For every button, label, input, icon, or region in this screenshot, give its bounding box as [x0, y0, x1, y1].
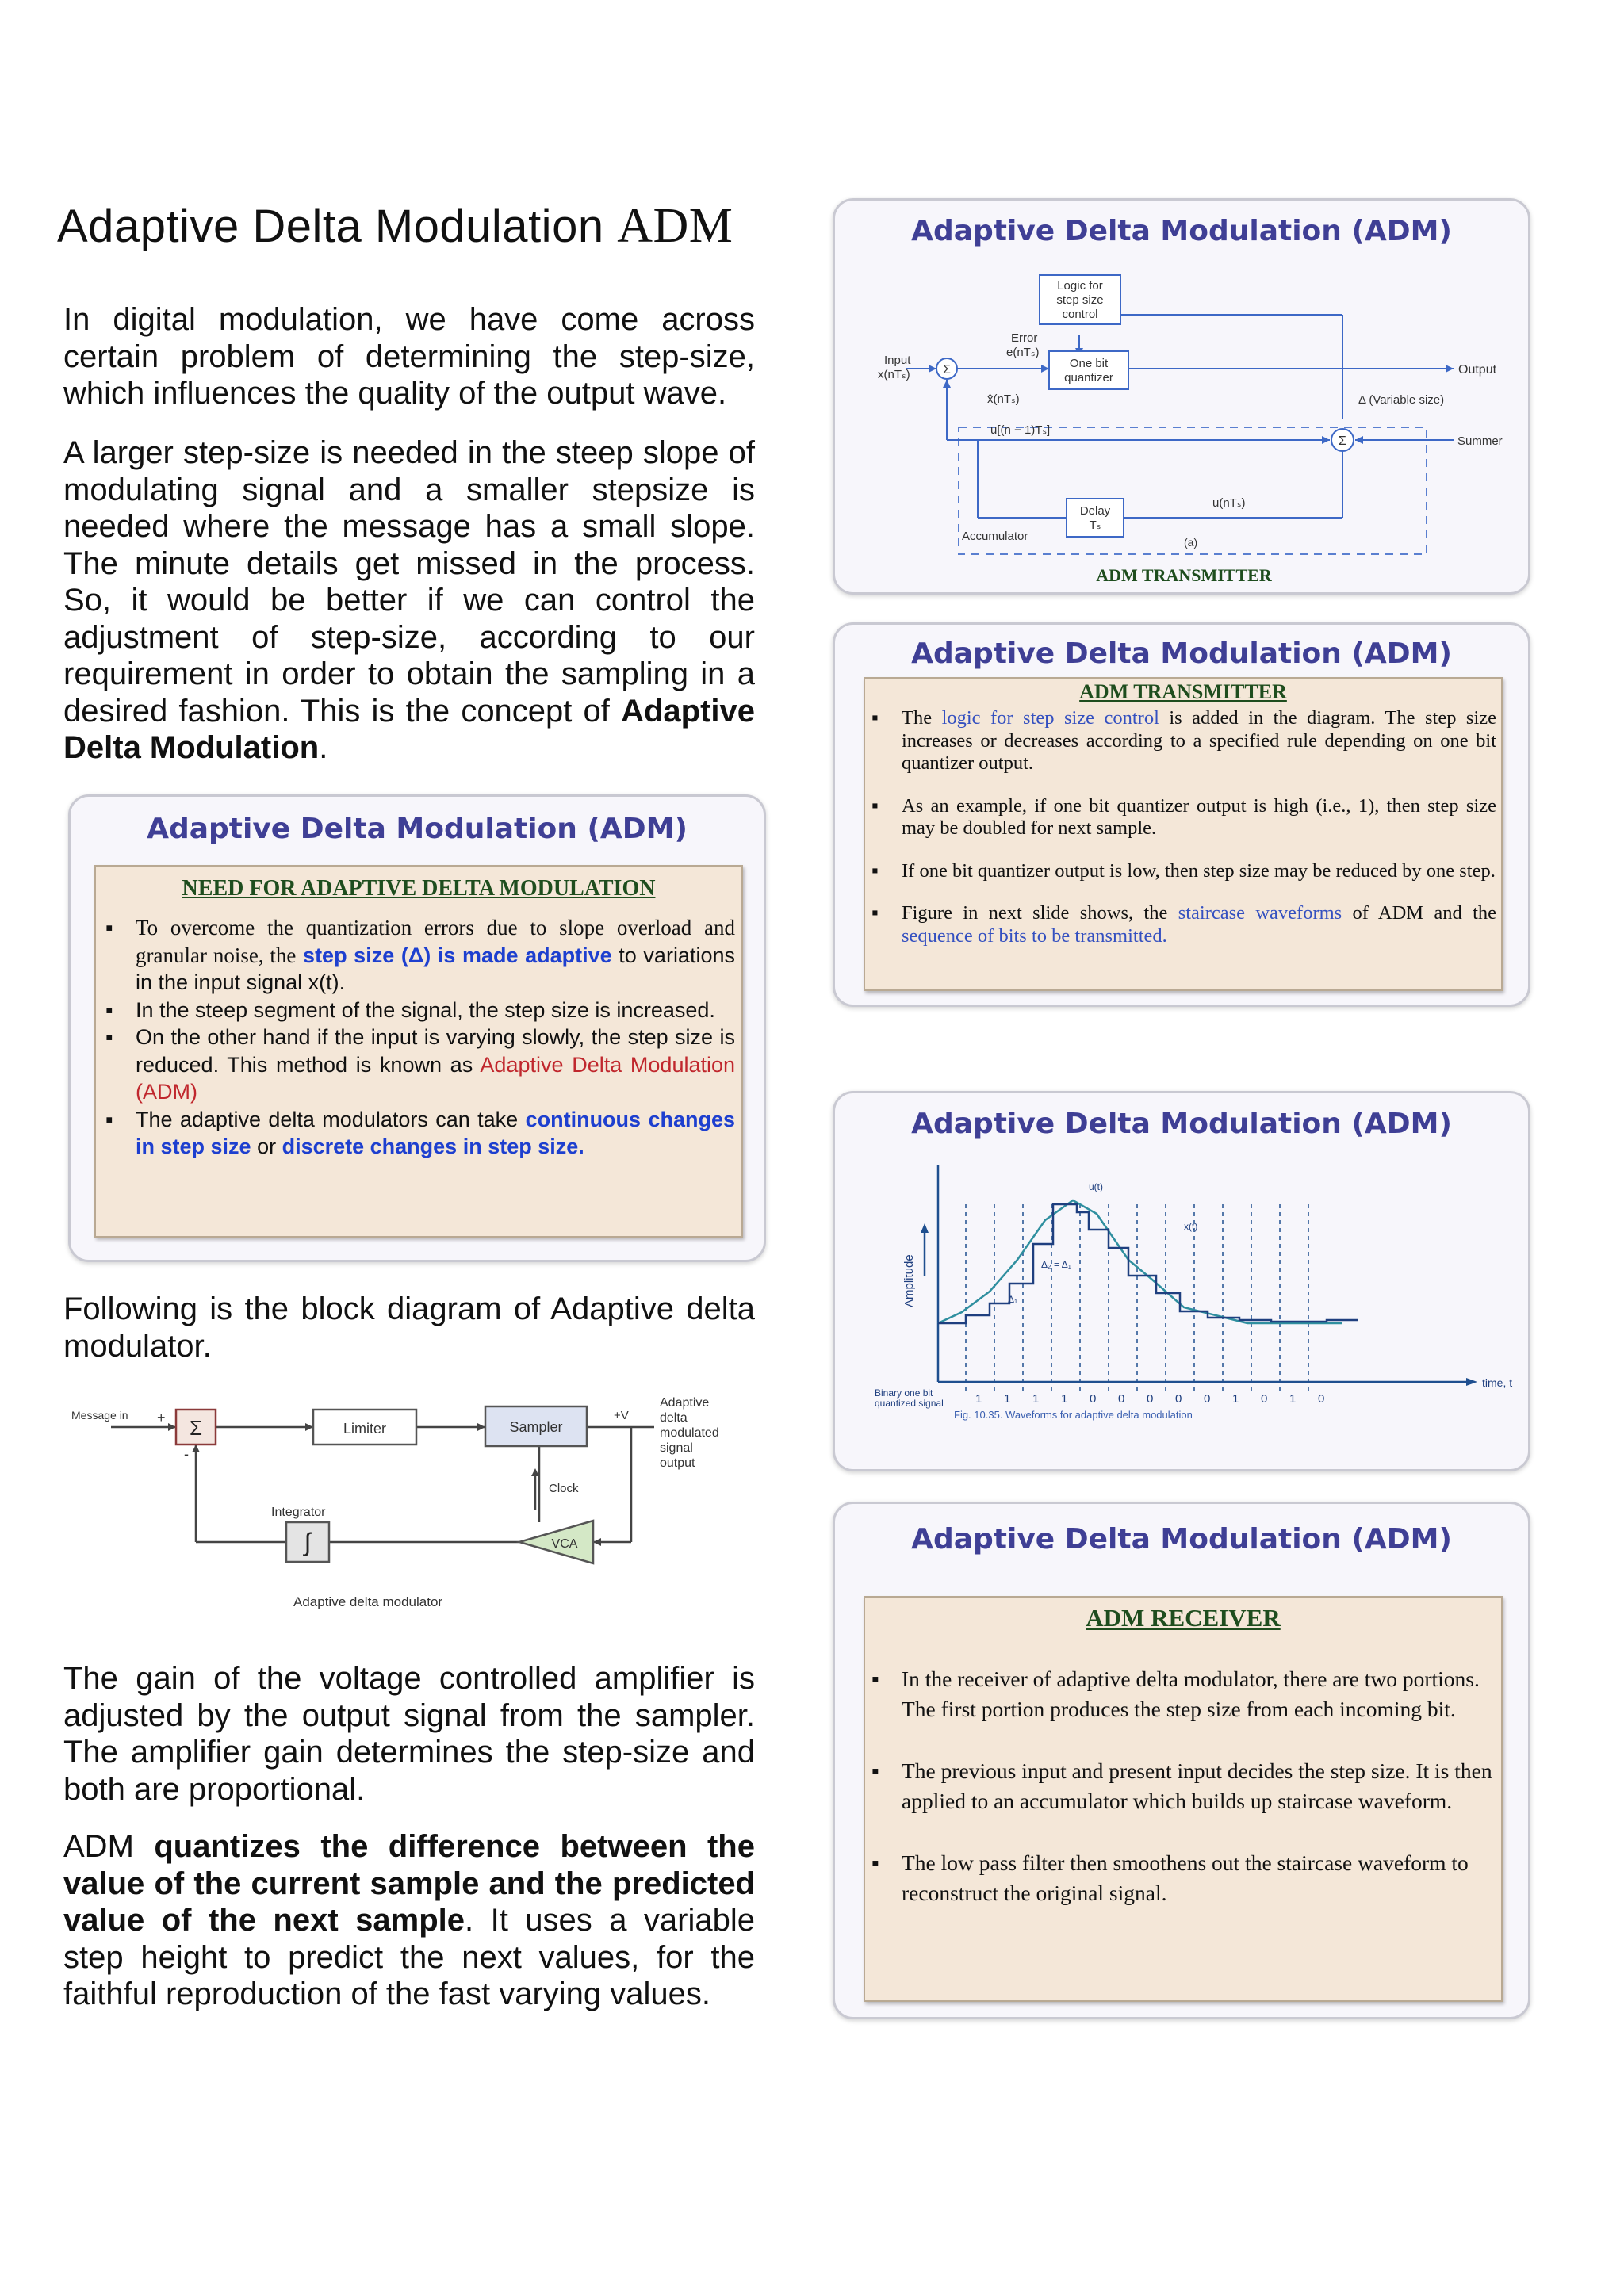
bd-output-1: Adaptive [660, 1396, 710, 1410]
adm-end: . It uses a variable step height to predict the next values, for the faithful reproduction of the fast varying values. [63, 1903, 756, 2011]
need-bullet-1: ▪ To overcome the quantization errors due to slope overload and granular noise, the step size (Δ) is made adaptive to variations in the input signal x(t). [101, 914, 735, 997]
wf-bit: 1 [1232, 1392, 1239, 1406]
adm-bold: quantizes the difference between the value of the current sample and the predicted value of the next sample [63, 1829, 755, 1938]
tx-logic-3: control [1062, 308, 1098, 321]
bd-limiter: Limiter [343, 1421, 387, 1437]
wf-bit: 0 [1318, 1392, 1325, 1406]
tx-error-1: Error [1011, 331, 1038, 345]
gain-paragraph: The gain of the voltage controlled amplifier is adjusted by the output signal from the sampler. The amplifier gain determines the step-size and both are proportional. [63, 1661, 755, 1807]
bd-output-5: output [660, 1456, 695, 1470]
bd-message-in: Message in [71, 1409, 128, 1422]
wf-delta1: Δ₁ [1008, 1294, 1018, 1305]
wf-bit: 1 [1289, 1392, 1297, 1406]
bd-integral: ∫ [304, 1528, 312, 1556]
tx-card [833, 198, 1530, 595]
tx-quant-1: One bit [1069, 357, 1109, 370]
tx-delay-1: Delay [1079, 504, 1111, 518]
bd-vca: VCA [551, 1537, 578, 1551]
tx-bullet-3: ▪ If one bit quantizer output is low, then step size may be reduced by one step. [867, 860, 1496, 883]
bd-minus: - [184, 1446, 189, 1462]
wf-caption: Fig. 10.35. Waveforms for adaptive delta modulation [954, 1409, 1193, 1421]
wf-bit: 0 [1090, 1392, 1097, 1406]
tx-input-1: Input [884, 354, 911, 367]
need-card-panel [94, 865, 743, 1238]
wf-x-label: time, t [1482, 1376, 1513, 1389]
tx-delay-2: Tₛ [1089, 519, 1101, 532]
concept-bold: Adaptive Delta Modulation [63, 693, 755, 765]
wf-bit: 0 [1147, 1392, 1154, 1406]
waveform-card [833, 1091, 1530, 1471]
wf-bit: 1 [975, 1392, 982, 1406]
page-title [57, 198, 733, 254]
bd-output-2: delta [660, 1411, 688, 1425]
tx-fig-label: (a) [1184, 536, 1198, 549]
bd-output-4: signal [660, 1441, 693, 1455]
tx-diagram [851, 264, 1517, 581]
concept-text: A larger step-size is needed in the steep slope of modulating signal and a smaller stepsize is needed where the message has a small slope. The minute details get missed in the process. So, it would be better if we can control the adjustment of step-size, according to our requirement in order to obtain the sampling in a desired fashion. This is the concept of [63, 435, 755, 729]
wf-bit: 1 [1004, 1392, 1011, 1406]
rx-bullet-2: ▪ The previous input and present input decides the step size. It is then applied to an accumulator which builds up staircase waveform. [867, 1756, 1496, 1816]
bd-clock: Clock [549, 1482, 579, 1495]
tx-text-heading: ADM TRANSMITTER [1079, 680, 1287, 703]
tx-quant-2: quantizer [1064, 371, 1113, 385]
tx-logic-2: step size [1056, 293, 1104, 307]
bd-integrator: Integrator [271, 1506, 326, 1519]
wf-binary-1: Binary one bit [875, 1387, 933, 1399]
wf-bit: 1 [1061, 1392, 1068, 1406]
rx-card [833, 1502, 1530, 2019]
page-title-main: Adaptive Delta Modulation [57, 201, 604, 252]
wf-bit: 0 [1175, 1392, 1182, 1406]
tx-bullet-4: ▪ Figure in next slide shows, the staircase waveforms of ADM and the sequence of bits to be transmitted. [867, 902, 1496, 947]
bd-sigma: Σ [189, 1416, 203, 1440]
page-title-acronym: ADM [617, 199, 733, 253]
intro-paragraph: In digital modulation, we have come across certain problem of determining the step-size, which influences the quality of the output wave. [63, 302, 755, 411]
block-diagram-intro: Following is the block diagram of Adaptive delta modulator. [63, 1292, 755, 1364]
wf-delta-rel: Δ₂ = Δ₁ [1041, 1259, 1071, 1270]
rx-bullet-3: ▪ The low pass filter then smoothens out the staircase waveform to reconstruct the original signal. [867, 1848, 1496, 1908]
tx-card-title: Adaptive Delta Modulation (ADM) [911, 215, 1452, 247]
tx-caption: ADM TRANSMITTER [1096, 565, 1272, 581]
rx-card-title: Adaptive Delta Modulation (ADM) [911, 1523, 1452, 1556]
bd-caption: Adaptive delta modulator [293, 1594, 443, 1609]
need-card [68, 794, 766, 1262]
waveform-card-title: Adaptive Delta Modulation (ADM) [911, 1108, 1452, 1140]
adm-paragraph [63, 1828, 755, 2013]
tx-sigma: Σ [943, 363, 951, 377]
waveform-chart [851, 1157, 1517, 1466]
tx-error-2: e(nTₛ) [1006, 346, 1040, 359]
bd-plus-v: +V [614, 1409, 629, 1422]
need-card-heading: NEED FOR ADAPTIVE DELTA MODULATION [182, 876, 656, 901]
tx-accumulator: Accumulator [962, 530, 1028, 543]
block-diagram [63, 1380, 761, 1617]
tx-xhat: x̂(nTₛ) [987, 392, 1020, 406]
concept-end: . [319, 730, 328, 765]
wf-bit: 1 [1032, 1392, 1040, 1406]
tx-text-panel [864, 677, 1503, 991]
tx-delta-var: Δ (Variable size) [1358, 393, 1445, 407]
need-bullet-3: ▪ On the other hand if the input is varying slowly, the step size is reduced. This method is known as Adaptive Delta Modulation (ADM) [101, 1024, 735, 1106]
wf-u-label: u(t) [1089, 1181, 1103, 1192]
bd-output-3: modulated [660, 1426, 719, 1440]
wf-y-label: Amplitude [902, 1254, 916, 1307]
tx-text-bullets [867, 707, 1496, 947]
wf-x-sig-label: x(t) [1184, 1221, 1198, 1232]
tx-u-prev: u[(n − 1)Tₛ] [990, 423, 1051, 437]
wf-bit: 0 [1261, 1392, 1268, 1406]
tx-logic-1: Logic for [1057, 279, 1103, 293]
adm-start: ADM [63, 1829, 134, 1864]
wf-bit: 0 [1204, 1392, 1211, 1406]
tx-summer: Summer [1457, 434, 1503, 448]
bd-plus: + [157, 1410, 166, 1425]
tx-bullet-1: ▪ The logic for step size control is added in the diagram. The step size increases or decreases according to a specified rule depending on one bit quantizer output. [867, 707, 1496, 775]
need-card-bullets [101, 914, 735, 1161]
tx-bullet-2: ▪ As an example, if one bit quantizer output is high (i.e., 1), then step size may be doubled for next sample. [867, 795, 1496, 840]
rx-bullet-1: ▪ In the receiver of adaptive delta modulator, there are two portions. The first portion produces the step size from each incoming bit. [867, 1664, 1496, 1724]
need-card-title: Adaptive Delta Modulation (ADM) [147, 813, 688, 845]
tx-text-card-title: Adaptive Delta Modulation (ADM) [911, 637, 1452, 670]
rx-bullets [867, 1664, 1496, 1908]
rx-panel [864, 1596, 1503, 2002]
need-bullet-4: ▪ The adaptive delta modulators can take continuous changes in step size or discrete changes in step size. [101, 1106, 735, 1161]
need-bullet-2: ▪ In the steep segment of the signal, the step size is increased. [101, 997, 735, 1024]
tx-u-n: u(nTₛ) [1212, 496, 1246, 510]
tx-output: Output [1458, 363, 1497, 377]
tx-input-2: x(nTₛ) [878, 368, 910, 381]
wf-binary-2: quantized signal [875, 1398, 944, 1409]
tx-summer-sigma: Σ [1339, 434, 1346, 448]
tx-text-card [833, 622, 1530, 1007]
concept-paragraph [63, 434, 755, 767]
bd-sampler: Sampler [509, 1419, 563, 1435]
rx-heading: ADM RECEIVER [1086, 1604, 1281, 1632]
wf-bit: 0 [1118, 1392, 1125, 1406]
